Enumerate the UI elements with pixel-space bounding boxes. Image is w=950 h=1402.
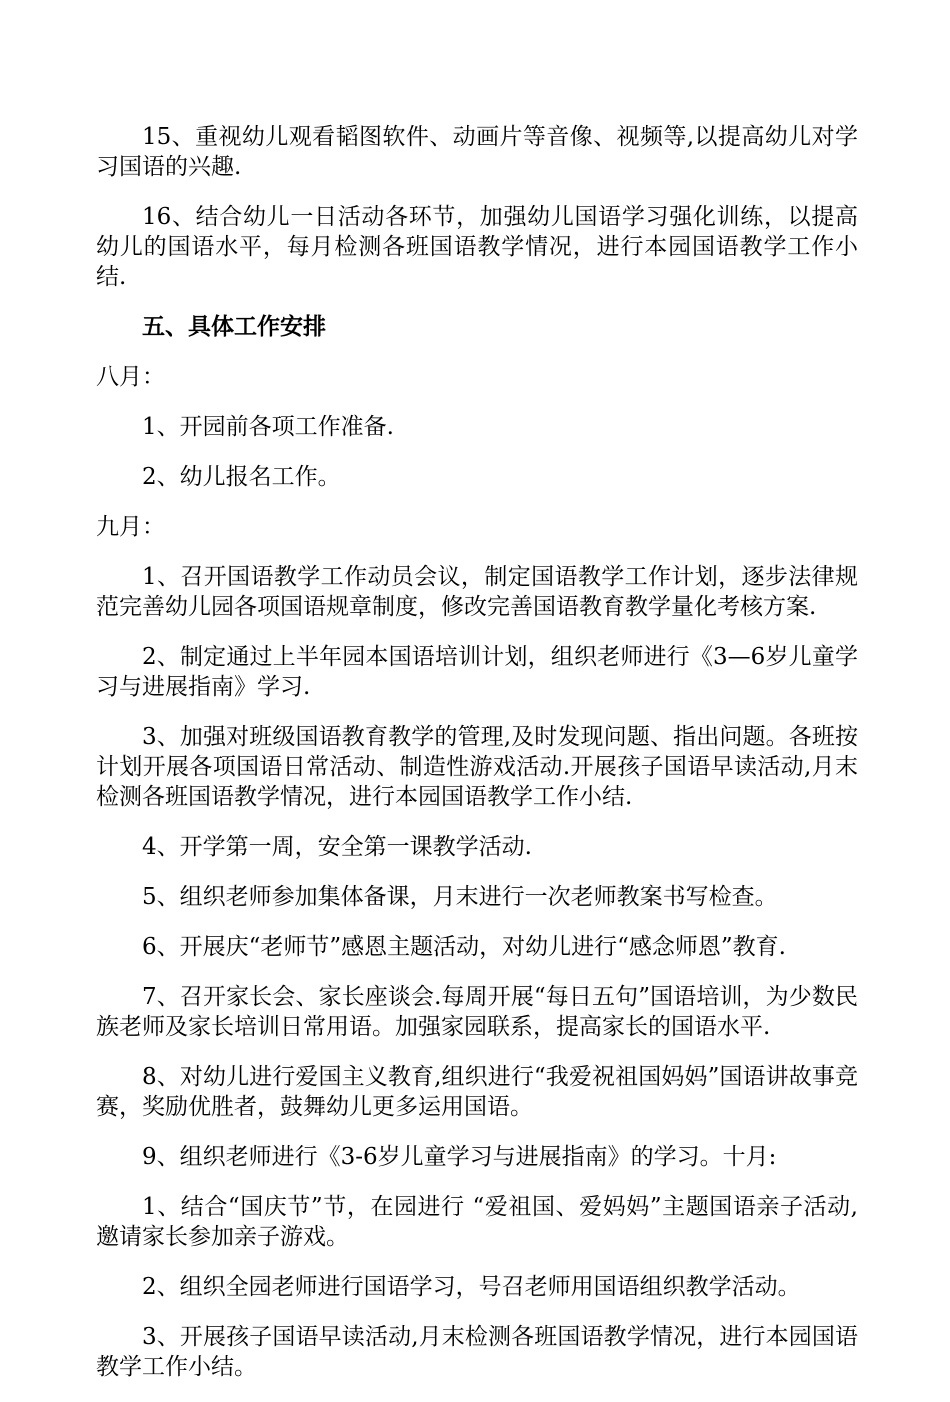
paragraph-item-16: 16、结合幼儿一日活动各环节，加强幼儿国语学习强化训练，以提高幼儿的国语水平，每月检测各班国语教学情况，进行本园国语教学工作小结.: [96, 204, 858, 290]
list-item: 6、开展庆“老师节”感恩主题活动，对幼儿进行“感念师恩”教育.: [142, 934, 786, 960]
list-item: 3、加强对班级国语教育教学的管理,及时发现问题、指出问题。各班按计划开展各项国语日常活动、制造性游戏活动.开展孩子国语早读活动,月末检测各班国语教学情况，进行本园国语教学工作小结.: [96, 724, 858, 810]
paragraph-item-15: 15、重视幼儿观看韬图软件、动画片等音像、视频等,以提高幼儿对学习国语的兴趣.: [96, 124, 858, 180]
list-item: 4、开学第一周，安全第一课教学活动.: [142, 834, 532, 860]
list-item: 1、结合“国庆节”节，在园进行 “爱祖国、爱妈妈”主题国语亲子活动,邀请家长参加亲子游戏。: [96, 1194, 858, 1250]
list-item: 9、组织老师进行《3-6岁儿童学习与进展指南》的学习。十月:: [142, 1144, 777, 1170]
section-heading: 五、具体工作安排: [142, 313, 326, 340]
month-label-september: 九月：: [96, 514, 165, 540]
list-item: 5、组织老师参加集体备课，月末进行一次老师教案书写检查。: [142, 884, 778, 910]
list-item: 7、召开家长会、家长座谈会.每周开展“每日五句”国语培训，为少数民族老师及家长培训日常用语。加强家园联系，提高家长的国语水平.: [96, 984, 858, 1040]
list-item: 8、对幼儿进行爱国主义教育,组织进行“我爱祝祖国妈妈”国语讲故事竞赛，奖励优胜者，鼓舞幼儿更多运用国语。: [96, 1064, 858, 1120]
document-page: [96, 122, 858, 1402]
list-item: 3、开展孩子国语早读活动,月末检测各班国语教学情况，进行本园国语教学工作小结。: [96, 1324, 858, 1380]
list-item: 2、制定通过上半年园本国语培训计划，组织老师进行《3—6岁儿童学习与进展指南》学习.: [96, 644, 858, 700]
list-item: 2、组织全园老师进行国语学习，号召老师用国语组织教学活动。: [142, 1274, 801, 1300]
list-item: 2、幼儿报名工作。: [142, 464, 341, 490]
month-label-august: 八月：: [96, 364, 165, 390]
list-item: 1、开园前各项工作准备.: [142, 414, 394, 440]
list-item: 1、召开国语教学工作动员会议，制定国语教学工作计划，逐步法律规范完善幼儿园各项国语规章制度，修改完善国语教育教学量化考核方案.: [96, 564, 858, 620]
